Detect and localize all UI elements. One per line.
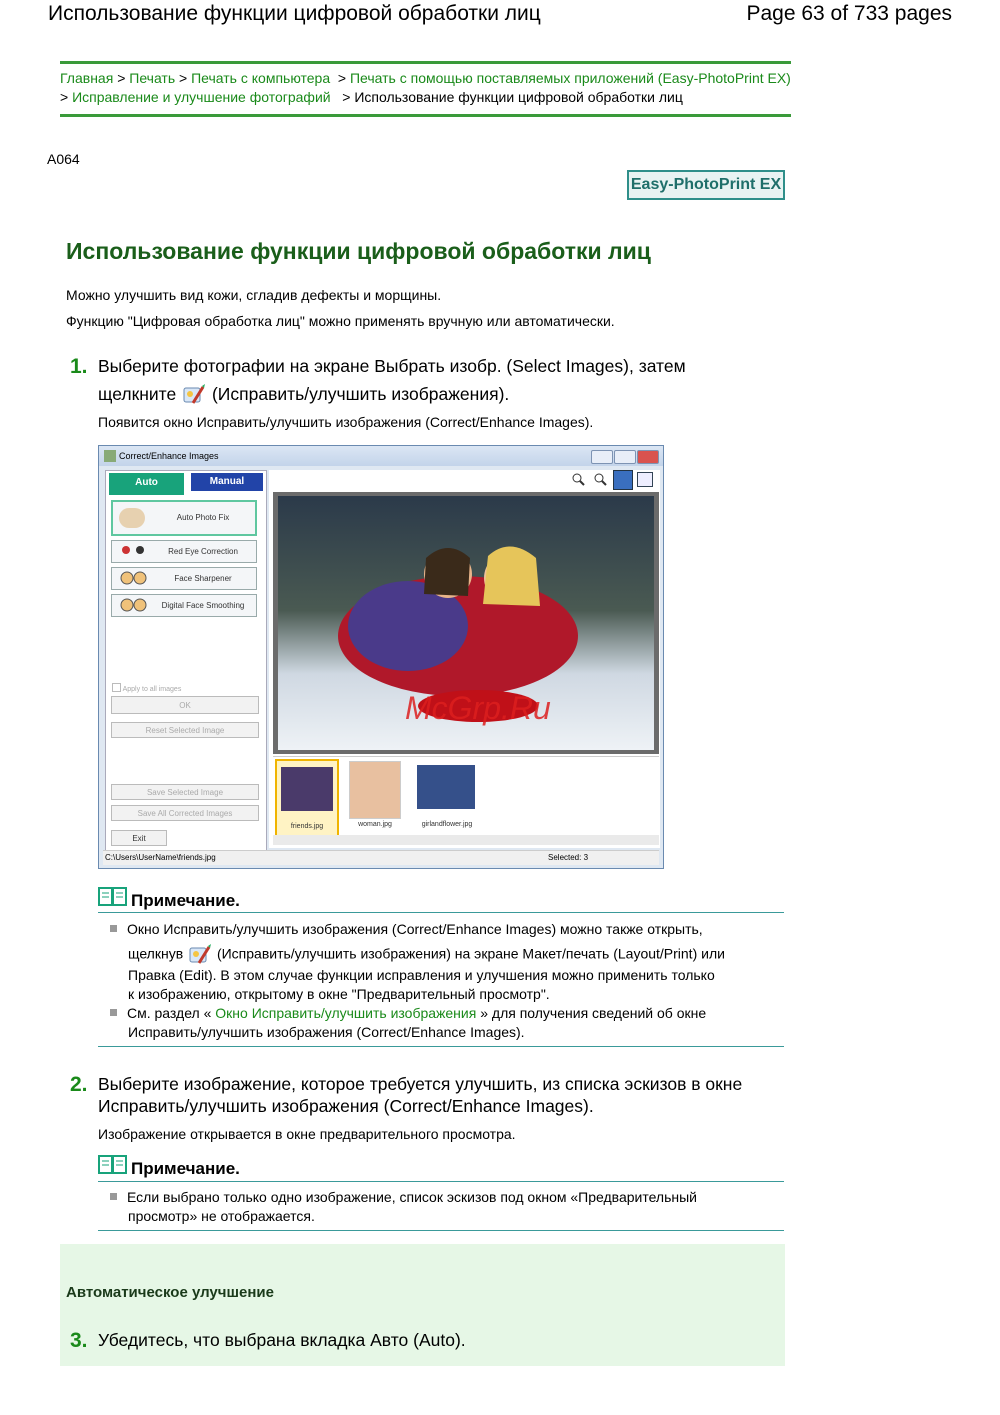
step-1-text-pre: щелкните (98, 384, 177, 404)
thumbnail-girlandflower[interactable]: girlandflower.jpg (415, 759, 479, 833)
step-number: 3. (70, 1329, 88, 1352)
checkbox-box (112, 683, 121, 692)
step-1-subtext: Появится окно Исправить/улучшить изображения (Correct/Enhance Images). (98, 414, 594, 430)
face-sharpener-button[interactable]: Face Sharpener (111, 567, 257, 590)
breadcrumb (60, 61, 791, 117)
tab-auto[interactable]: Auto (109, 473, 184, 495)
step-2-subtext: Изображение открывается в окне предварительного просмотра. (98, 1126, 516, 1142)
thumbnail-friends[interactable]: friends.jpg (275, 759, 339, 837)
intro-line-2: Функцию "Цифровая обработка лиц" можно применять вручную или автоматически. (66, 313, 615, 329)
breadcrumb-current: Использование функции цифровой обработки лиц (354, 89, 683, 105)
minimize-button[interactable] (591, 450, 613, 464)
note-1-bullet-1-line-2: щелкнув (Исправить/улучшить изображения) на экране Макет/печать (Layout/Print) или (128, 943, 725, 967)
breadcrumb-separator: > (342, 89, 351, 105)
breadcrumb-print-from-computer[interactable]: Печать с компьютера (191, 70, 331, 86)
correct-enhance-window-link[interactable]: Окно Исправить/улучшить изображения (215, 1005, 477, 1021)
status-bar (103, 850, 659, 865)
note-1-bullet-1-line-4: к изображению, открытому в окне "Предварительный просмотр". (128, 986, 550, 1002)
step-number: 1. (70, 355, 88, 378)
breadcrumb-correct-enhance[interactable]: Исправление и улучшение фотографий (72, 89, 331, 105)
watermark: McGrp.Ru (405, 690, 551, 726)
breadcrumb-print[interactable]: Печать (129, 70, 176, 86)
breadcrumb-home[interactable]: Главная (60, 70, 114, 86)
red-eye-correction-button[interactable]: Red Eye Correction (111, 540, 257, 563)
document-code: A064 (47, 151, 80, 167)
red-eye-icon (120, 545, 146, 557)
correct-enhance-window (98, 445, 664, 869)
breadcrumb-separator: > (337, 70, 347, 86)
faces-icon (120, 598, 146, 614)
note-title: Примечание. (131, 1159, 240, 1178)
save-selected-image-button[interactable]: Save Selected Image (111, 784, 259, 800)
status-path: C:\Users\UserName\friends.jpg (105, 853, 216, 862)
status-selected-count: Selected: 3 (548, 853, 589, 862)
reset-selected-image-button[interactable]: Reset Selected Image (111, 722, 259, 738)
thumbnail-image (417, 765, 475, 809)
compare-view-icon[interactable] (637, 472, 653, 487)
correct-enhance-icon[interactable] (181, 383, 207, 407)
note-title: Примечание. (131, 891, 240, 910)
breadcrumb-print-with-apps[interactable]: Печать с помощью поставляемых приложений (Easy-PhotoPrint EX) (349, 70, 791, 86)
note-1-bullet-2-line-2: Исправить/улучшить изображения (Correct/Enhance Images). (128, 1024, 525, 1040)
digital-face-smoothing-button[interactable]: Digital Face Smoothing (111, 594, 257, 617)
note-1-bullet-1-line-1: Окно Исправить/улучшить изображения (Correct/Enhance Images) можно также открыть, (110, 920, 703, 939)
page-header-title: Использование функции цифровой обработки лиц (48, 2, 541, 25)
faces-icon (120, 571, 146, 587)
step-2-text-line-2: Исправить/улучшить изображения (Correct/Enhance Images). (98, 1096, 594, 1116)
step-1-text-post: (Исправить/улучшить изображения). (211, 384, 510, 404)
step-2-text-line-1: Выберите изображение, которое требуется улучшить, из списка эскизов в окне (98, 1074, 743, 1094)
window-title: Correct/Enhance Images (99, 446, 663, 466)
section-title: Автоматическое улучшение (66, 1284, 274, 1301)
thumbnail-image (281, 767, 333, 811)
page-title: Использование функции цифровой обработки лиц (66, 238, 651, 264)
note-divider (98, 912, 784, 913)
breadcrumb-separator: > (60, 89, 69, 105)
thumbnail-scrollbar[interactable] (273, 835, 659, 845)
intro-line-1: Можно улучшить вид кожи, сгладив дефекты и морщины. (66, 287, 442, 303)
correct-enhance-icon[interactable] (187, 943, 213, 967)
view-image-icon[interactable] (613, 470, 633, 490)
product-logo: Easy-PhotoPrint EX (627, 170, 785, 200)
tab-manual[interactable]: Manual (191, 473, 263, 491)
step-3-text: Убедитесь, что выбрана вкладка Авто (Auto). (98, 1330, 466, 1350)
note-divider (98, 1046, 784, 1047)
note-1-bullet-2-line-1: См. раздел « Окно Исправить/улучшить изображения » для получения сведений об окне (110, 1004, 706, 1023)
auto-photo-fix-icon (119, 508, 145, 528)
save-all-corrected-images-button[interactable]: Save All Corrected Images (111, 805, 259, 821)
note-divider (98, 1181, 784, 1182)
book-icon (98, 886, 128, 908)
app-icon (104, 450, 116, 462)
breadcrumb-separator: > (179, 70, 188, 86)
page-counter: Page 63 of 733 pages (746, 2, 952, 25)
preview-area (269, 470, 660, 848)
tools-panel (105, 470, 267, 852)
exit-button[interactable]: Exit (111, 830, 167, 846)
step-number: 2. (70, 1073, 88, 1096)
thumbnail-strip (273, 756, 659, 847)
zoom-in-icon[interactable] (571, 472, 585, 486)
auto-photo-fix-button[interactable]: Auto Photo Fix (111, 500, 257, 536)
maximize-button[interactable] (614, 450, 636, 464)
note-2-bullet-1-line-1: Если выбрано только одно изображение, список эскизов под окном «Предварительный (110, 1188, 697, 1207)
breadcrumb-separator: > (117, 70, 126, 86)
close-button[interactable] (637, 450, 659, 464)
ok-button[interactable]: OK (111, 696, 259, 714)
zoom-out-icon[interactable] (593, 472, 607, 486)
thumbnail-woman[interactable]: woman.jpg (345, 759, 405, 833)
apply-all-checkbox[interactable]: Apply to all images (112, 683, 181, 693)
step-1-text-line-2 (98, 380, 509, 408)
note-divider (98, 1230, 784, 1231)
note-1-bullet-1-line-3: Правка (Edit). В этом случае функции исправления и улучшения можно применить только (128, 967, 715, 983)
note-2-bullet-1-line-2: просмотр» не отображается. (128, 1208, 315, 1224)
thumbnail-image (349, 761, 401, 819)
book-icon (98, 1154, 128, 1176)
step-1-text-line-1: Выберите фотографии на экране Выбрать изобр. (Select Images), затем (98, 356, 686, 376)
